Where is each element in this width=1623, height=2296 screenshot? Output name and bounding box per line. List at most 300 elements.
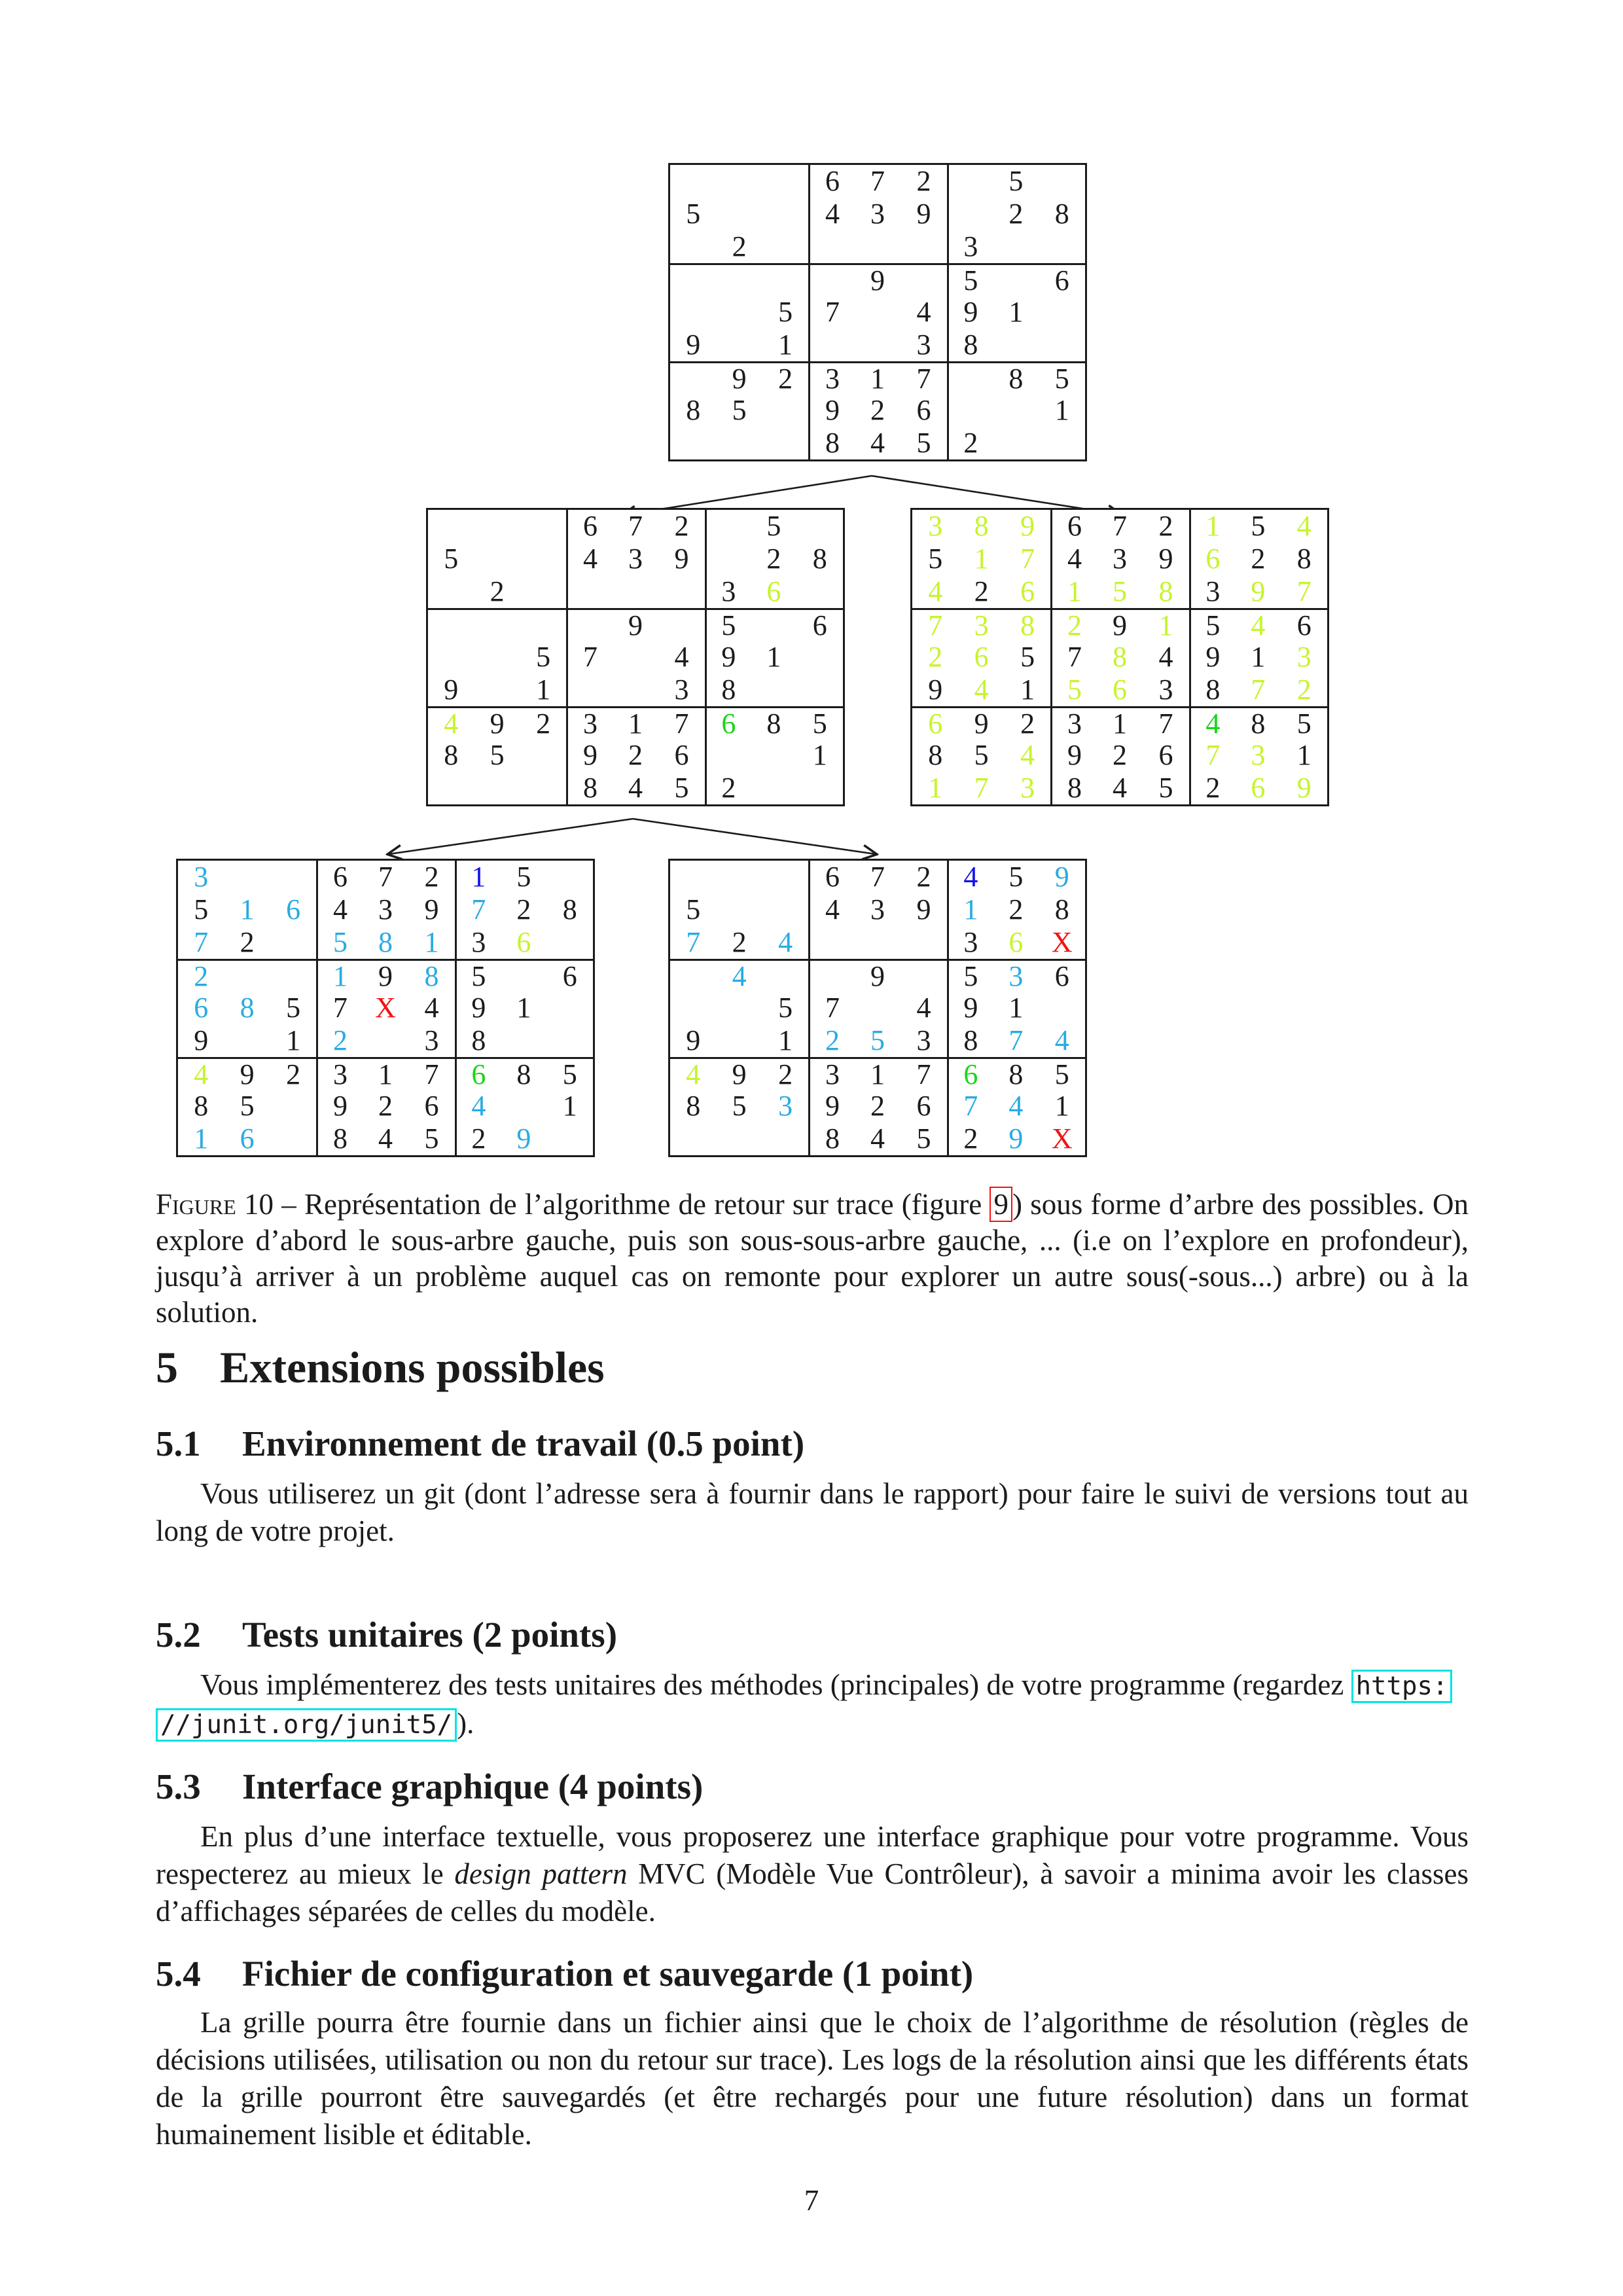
sudoku-cell: 8 xyxy=(686,394,701,426)
sudoku-cell: 8 xyxy=(444,739,459,771)
sudoku-cell: 2 xyxy=(762,1057,808,1090)
sudoku-cell: 7 xyxy=(566,641,612,673)
sudoku-cell xyxy=(428,510,474,543)
sudoku-cell xyxy=(762,1122,808,1155)
sudoku-cell: 2 xyxy=(766,543,781,575)
sudoku-cell: 5 xyxy=(536,641,551,673)
sudoku-cell xyxy=(901,926,946,959)
sudoku-cell: 8 xyxy=(1050,772,1096,804)
sudoku-cell: 4 xyxy=(870,427,885,459)
sudoku-cell: 3 xyxy=(1050,706,1096,739)
sudoku-cell: 1 xyxy=(240,893,255,925)
sudoku-cell: 3 xyxy=(870,893,885,925)
sudoku-cell: 5 xyxy=(516,861,531,893)
sudoku-cell: 6 xyxy=(547,959,593,992)
sudoku-cell: 6 xyxy=(1281,608,1327,641)
sudoku-cell xyxy=(474,510,520,543)
sudoku-cell xyxy=(474,608,520,641)
sudoku-cell: 7 xyxy=(1112,510,1127,542)
sudoku-cell xyxy=(993,394,1039,427)
sudoku-cell xyxy=(993,230,1039,263)
sudoku-cell: 5 xyxy=(974,739,989,771)
sudoku-cell xyxy=(547,1024,593,1057)
sudoku-cell: 5 xyxy=(686,198,701,230)
sudoku-cell: 8 xyxy=(1189,673,1235,706)
subsection-5-4-title: Fichier de configuration et sauvegarde (1 point) xyxy=(242,1954,974,1994)
sudoku-cell xyxy=(474,641,520,673)
sudoku-cell xyxy=(751,673,796,706)
sudoku-cell: 2 xyxy=(516,893,531,925)
sudoku-cell: 8 xyxy=(1235,706,1281,739)
sudoku-cell xyxy=(808,926,854,959)
sudoku-cell: 5 xyxy=(1039,361,1085,394)
sudoku-cell: 4 xyxy=(947,861,993,893)
sudoku-cell: 9 xyxy=(1296,772,1311,804)
sudoku-cell xyxy=(855,230,901,263)
sudoku-cell: 4 xyxy=(566,543,612,575)
sudoku-cell xyxy=(1039,230,1085,263)
sudoku-cell xyxy=(501,1090,546,1122)
sudoku-cell: 3 xyxy=(958,608,1004,641)
sudoku-cell xyxy=(428,575,474,608)
sudoku-cell: 9 xyxy=(194,1024,209,1056)
sudoku-cell xyxy=(670,296,716,329)
sudoku-cell xyxy=(855,992,901,1024)
sudoku-cell xyxy=(716,329,762,361)
sudoku-cell: 5 xyxy=(686,893,701,925)
sudoku-cell: 1 xyxy=(424,926,439,958)
sudoku-cell: 6 xyxy=(916,1090,931,1122)
subsection-5-3-title: Interface graphique (4 points) xyxy=(242,1767,704,1806)
sudoku-cell: 1 xyxy=(855,1057,901,1090)
sudoku-cell xyxy=(808,959,854,992)
subsection-5-3-number: 5.3 xyxy=(156,1767,201,1806)
sudoku-cell: 1 xyxy=(766,641,781,673)
sudoku-cell xyxy=(613,641,658,673)
sudoku-cell xyxy=(762,861,808,893)
sudoku-cell: 5 xyxy=(1008,165,1024,197)
sudoku-cell: 8 xyxy=(808,1122,854,1155)
sudoku-cell: 1 xyxy=(812,739,827,771)
sudoku-cell xyxy=(670,361,716,394)
arrow-left-to-left-grandchild xyxy=(389,819,633,854)
sudoku-cell: 3 xyxy=(705,575,751,608)
sudoku-cell xyxy=(716,165,762,198)
sudoku-cell xyxy=(762,394,808,427)
sudoku-cell: 1 xyxy=(316,959,362,992)
sudoku-cell: 1 xyxy=(1296,739,1311,771)
sudoku-cell: 1 xyxy=(855,361,901,394)
sudoku-cell xyxy=(670,427,716,459)
sudoku-cell: 5 xyxy=(1020,641,1035,673)
sudoku-cell xyxy=(716,296,762,329)
sudoku-cell: 3 xyxy=(378,893,393,925)
sudoku-cell: 1 xyxy=(947,893,993,926)
sudoku-cell: 8 xyxy=(562,893,577,925)
sudoku-cell: 9 xyxy=(705,641,751,673)
sudoku-cell xyxy=(566,608,612,641)
sudoku-cell xyxy=(670,861,716,893)
sudoku-cell: 9 xyxy=(1020,510,1035,542)
sudoku-cell: 1 xyxy=(1189,510,1235,543)
sudoku-cell: 2 xyxy=(916,165,931,197)
sudoku-cell: 7 xyxy=(808,296,854,329)
sudoku-cell xyxy=(947,165,993,198)
sudoku-cell: 1 xyxy=(516,992,531,1024)
sudoku-cell: 2 xyxy=(808,1024,854,1057)
sudoku-cell xyxy=(716,263,762,296)
sudoku-cell: 8 xyxy=(1296,543,1311,575)
sudoku-cell: 3 xyxy=(628,543,643,575)
sudoku-cell xyxy=(855,296,901,329)
sudoku-cell: 9 xyxy=(808,1090,854,1122)
sudoku-cell: 9 xyxy=(716,1057,762,1090)
sudoku-cell xyxy=(520,739,566,772)
sudoku-cell: 6 xyxy=(1050,510,1096,543)
sudoku-cell xyxy=(751,608,796,641)
sudoku-cell: 4 xyxy=(716,959,762,992)
sudoku-cell: 9 xyxy=(1050,739,1096,772)
sudoku-cell: 1 xyxy=(363,1057,408,1090)
sudoku-cell: 7 xyxy=(194,926,209,958)
sudoku-cell xyxy=(670,959,716,992)
sudoku-cell: 9 xyxy=(1251,575,1266,607)
sudoku-cell: 5 xyxy=(316,926,362,959)
page-number: 7 xyxy=(804,2184,819,2217)
sudoku-cell: 5 xyxy=(947,959,993,992)
sudoku-cell xyxy=(1039,329,1085,361)
sudoku-cell: 3 xyxy=(194,861,209,893)
sudoku-cell: 7 xyxy=(901,1057,946,1090)
junit-url-link-part2[interactable]: //junit.org/junit5/ xyxy=(156,1708,457,1742)
sudoku-cell: 6 xyxy=(705,706,751,739)
sudoku-grid-level3-left xyxy=(176,859,595,1157)
subsection-5-2-heading xyxy=(156,1615,617,1655)
sudoku-cell: 2 xyxy=(378,1090,393,1122)
sudoku-cell: 5 xyxy=(1251,510,1266,542)
sudoku-cell: 9 xyxy=(928,673,943,706)
sudoku-cell xyxy=(947,394,993,427)
sudoku-cell: 4 xyxy=(428,706,474,739)
sudoku-cell: 4 xyxy=(916,296,931,328)
sudoku-cell: 6 xyxy=(1189,543,1235,575)
sudoku-cell: 3 xyxy=(1158,673,1173,706)
sudoku-cell: 3 xyxy=(566,706,612,739)
sudoku-cell: 5 xyxy=(1008,861,1024,893)
sudoku-cell: 2 xyxy=(674,510,689,542)
sudoku-cell xyxy=(762,959,808,992)
sudoku-cell: 9 xyxy=(916,893,931,925)
sudoku-cell xyxy=(547,926,593,959)
arrow-left-to-right-grandchild xyxy=(633,819,876,854)
sudoku-cell: 5 xyxy=(424,1122,439,1155)
sudoku-cell: 9 xyxy=(1008,1122,1024,1155)
sudoku-cell: 8 xyxy=(316,1122,362,1155)
sudoku-cell: 9 xyxy=(455,992,501,1024)
sudoku-cell: 2 xyxy=(762,361,808,394)
sudoku-cell: 1 xyxy=(928,772,943,804)
sudoku-cell xyxy=(474,673,520,706)
sudoku-cell: X xyxy=(1051,926,1073,958)
sudoku-grid-level3-right xyxy=(668,859,1087,1157)
sudoku-cell: 4 xyxy=(808,198,854,230)
sudoku-cell xyxy=(474,543,520,575)
sudoku-cell xyxy=(993,263,1039,296)
sudoku-cell: 3 xyxy=(947,230,993,263)
sudoku-cell: 9 xyxy=(916,198,931,230)
sudoku-cell: 2 xyxy=(947,1122,993,1155)
sudoku-cell: 1 xyxy=(1054,1090,1069,1122)
sudoku-cell: 6 xyxy=(316,861,362,893)
sudoku-cell: 5 xyxy=(286,992,301,1024)
sudoku-cell: 4 xyxy=(455,1090,501,1122)
sudoku-cell: 7 xyxy=(912,608,958,641)
sudoku-cell: 3 xyxy=(1296,641,1311,673)
sudoku-cell xyxy=(270,959,316,992)
sudoku-cell: 3 xyxy=(993,959,1039,992)
sudoku-cell: 9 xyxy=(1097,608,1143,641)
sudoku-cell: 1 xyxy=(613,706,658,739)
sudoku-cell: 2 xyxy=(1251,543,1266,575)
sudoku-cell: 6 xyxy=(1039,959,1085,992)
sudoku-cell: 6 xyxy=(194,992,209,1024)
sudoku-cell: 4 xyxy=(974,673,989,706)
paragraph-5-3-before: En plus d’une interface textuelle, vous proposerez une interface graphique pour votre programme. Vous respecterez au mieux le xyxy=(156,1820,1469,1890)
sudoku-cell xyxy=(224,1024,270,1057)
sudoku-cell: 3 xyxy=(1112,543,1127,575)
paragraph-5-2 xyxy=(156,1666,1469,1744)
sudoku-cell xyxy=(762,198,808,230)
sudoku-cell: 1 xyxy=(1020,673,1035,706)
sudoku-cell: 2 xyxy=(1296,673,1311,706)
sudoku-cell: 8 xyxy=(1054,893,1069,925)
sudoku-cell: 3 xyxy=(916,329,931,361)
sudoku-cell xyxy=(808,329,854,361)
sudoku-cell: 5 xyxy=(778,296,793,328)
sudoku-cell xyxy=(705,510,751,543)
sudoku-cell: 2 xyxy=(1050,608,1096,641)
sudoku-cell xyxy=(428,608,474,641)
sudoku-cell xyxy=(1039,427,1085,459)
sudoku-cell: 2 xyxy=(705,772,751,804)
sudoku-cell: 3 xyxy=(1189,575,1235,608)
sudoku-cell: 2 xyxy=(974,575,989,607)
sudoku-cell: 6 xyxy=(455,1057,501,1090)
sudoku-cell: 4 xyxy=(1296,510,1311,542)
sudoku-cell xyxy=(520,608,566,641)
subsection-5-1-title: Environnement de travail (0.5 point) xyxy=(242,1424,805,1463)
sudoku-cell: 1 xyxy=(1008,992,1024,1024)
sudoku-cell xyxy=(670,992,716,1024)
sudoku-cell xyxy=(762,263,808,296)
sudoku-cell xyxy=(670,1122,716,1155)
sudoku-cell: 5 xyxy=(797,706,843,739)
section-5-title: Extensions possibles xyxy=(220,1342,605,1392)
sudoku-cell xyxy=(716,1024,762,1057)
sudoku-cell: 5 xyxy=(1281,706,1327,739)
sudoku-cell xyxy=(520,772,566,804)
sudoku-cell: 7 xyxy=(870,165,885,197)
sudoku-cell: 3 xyxy=(778,1090,793,1122)
sudoku-cell: 4 xyxy=(778,926,793,958)
subsection-5-4-number: 5.4 xyxy=(156,1954,201,1994)
sudoku-cell: 5 xyxy=(916,427,931,459)
sudoku-cell xyxy=(224,861,270,893)
sudoku-cell: 8 xyxy=(808,427,854,459)
sudoku-cell: 9 xyxy=(613,608,658,641)
paragraph-5-2-lead: Vous implémenterez des tests unitaires des méthodes (principales) de votre programme (regardez xyxy=(200,1668,1351,1701)
sudoku-cell: 1 xyxy=(1097,706,1143,739)
sudoku-cell: 9 xyxy=(444,673,459,706)
sudoku-cell: 8 xyxy=(455,1024,501,1057)
sudoku-cell: 3 xyxy=(1020,772,1035,804)
sudoku-cell: 2 xyxy=(1005,706,1050,739)
sudoku-cell: 9 xyxy=(516,1122,531,1155)
sudoku-grid-level2-left xyxy=(426,508,845,806)
sudoku-cell: 6 xyxy=(1112,673,1127,706)
sudoku-cell: 9 xyxy=(958,706,1004,739)
sudoku-cell: 7 xyxy=(628,510,643,542)
sudoku-cell xyxy=(270,861,316,893)
sudoku-cell: 7 xyxy=(378,861,393,893)
sudoku-cell: 9 xyxy=(363,959,408,992)
sudoku-cell xyxy=(797,510,843,543)
sudoku-cell xyxy=(901,230,946,263)
subsection-5-4-heading xyxy=(156,1954,973,1994)
figure-caption xyxy=(156,1187,1469,1331)
sudoku-cell: 8 xyxy=(501,1057,546,1090)
sudoku-cell: 3 xyxy=(870,198,885,230)
sudoku-cell: 9 xyxy=(1189,641,1235,673)
section-5-heading xyxy=(156,1343,605,1392)
sudoku-cell xyxy=(1039,296,1085,329)
sudoku-cell: 6 xyxy=(674,739,689,771)
subsection-5-2-number: 5.2 xyxy=(156,1615,201,1655)
sudoku-cell: 5 xyxy=(928,543,943,575)
sudoku-cell: 6 xyxy=(1251,772,1266,804)
sudoku-cell: 9 xyxy=(424,893,439,925)
sudoku-cell xyxy=(270,926,316,959)
sudoku-cell: 2 xyxy=(732,230,747,262)
sudoku-cell: X xyxy=(375,992,396,1024)
sudoku-cell: 2 xyxy=(1008,893,1024,925)
sudoku-cell: 8 xyxy=(993,361,1039,394)
sudoku-cell: 5 xyxy=(1050,673,1096,706)
sudoku-cell: 4 xyxy=(916,992,931,1024)
sudoku-cell: 5 xyxy=(444,543,459,575)
sudoku-cell: 8 xyxy=(993,1057,1039,1090)
sudoku-cell: 4 xyxy=(1189,706,1235,739)
sudoku-cell: 5 xyxy=(240,1090,255,1122)
sudoku-cell: 4 xyxy=(1020,739,1035,771)
sudoku-cell: 2 xyxy=(490,575,505,607)
sudoku-cell: 3 xyxy=(916,1024,931,1056)
sudoku-cell xyxy=(474,772,520,804)
sudoku-cell: 8 xyxy=(928,739,943,771)
sudoku-cell xyxy=(808,263,854,296)
sudoku-cell: 6 xyxy=(286,893,301,925)
sudoku-cell: 7 xyxy=(686,926,701,958)
sudoku-cell: 3 xyxy=(947,926,993,959)
sudoku-cell: 1 xyxy=(1251,641,1266,673)
sudoku-cell: 5 xyxy=(732,394,747,426)
sudoku-cell: 4 xyxy=(674,641,689,673)
sudoku-cell: 5 xyxy=(1189,608,1235,641)
figure-9-reference-link[interactable]: 9 xyxy=(990,1187,1012,1222)
sudoku-cell: 5 xyxy=(194,893,209,925)
sudoku-cell xyxy=(808,230,854,263)
sudoku-cell: 2 xyxy=(455,1122,501,1155)
sudoku-cell: 2 xyxy=(1189,772,1235,804)
sudoku-cell: 8 xyxy=(947,329,993,361)
sudoku-cell xyxy=(670,263,716,296)
sudoku-cell xyxy=(993,427,1039,459)
sudoku-cell: 2 xyxy=(520,706,566,739)
sudoku-cell xyxy=(762,893,808,926)
sudoku-cell: 2 xyxy=(1158,510,1173,542)
sudoku-cell: 5 xyxy=(547,1057,593,1090)
sudoku-cell: 1 xyxy=(536,673,551,706)
sudoku-cell xyxy=(716,427,762,459)
sudoku-cell: 6 xyxy=(424,1090,439,1122)
sudoku-cell: 4 xyxy=(316,893,362,926)
sudoku-cell: 5 xyxy=(870,1024,885,1056)
sudoku-cell: 4 xyxy=(378,1122,393,1155)
sudoku-cell xyxy=(520,510,566,543)
sudoku-cell: 2 xyxy=(1112,739,1127,771)
sudoku-cell: 9 xyxy=(716,361,762,394)
sudoku-cell: 8 xyxy=(566,772,612,804)
paragraph-5-1: Vous utiliserez un git (dont l’adresse sera à fournir dans le rapport) pour faire le suivi de versions tout au long de votre projet. xyxy=(156,1477,1469,1547)
subsection-5-1-number: 5.1 xyxy=(156,1424,201,1463)
sudoku-cell: 7 xyxy=(1008,1024,1024,1056)
sudoku-cell: 4 xyxy=(928,575,943,607)
sudoku-cell xyxy=(855,329,901,361)
sudoku-cell: 4 xyxy=(1158,641,1173,673)
sudoku-cell xyxy=(762,427,808,459)
sudoku-cell: 6 xyxy=(1039,263,1085,296)
sudoku-cell: 3 xyxy=(424,1024,439,1056)
sudoku-cell: 8 xyxy=(408,959,454,992)
sudoku-grid-root xyxy=(668,163,1087,461)
sudoku-cell: 8 xyxy=(1112,641,1127,673)
sudoku-cell xyxy=(501,1024,546,1057)
paragraph-5-3-after: MVC (Modèle Vue Contrôleur), à savoir a minima avoir les classes d’affichages séparées de celles du modèle. xyxy=(156,1857,1469,1928)
junit-url-link-part1[interactable]: https: xyxy=(1351,1670,1453,1703)
sudoku-cell: 7 xyxy=(1050,641,1096,673)
sudoku-cell: 9 xyxy=(855,959,901,992)
section-5-number: 5 xyxy=(156,1342,178,1392)
sudoku-cell: 3 xyxy=(674,673,689,706)
sudoku-cell: 2 xyxy=(870,394,885,426)
sudoku-cell xyxy=(947,198,993,230)
sudoku-cell: 9 xyxy=(674,543,689,575)
sudoku-cell: 8 xyxy=(1158,575,1173,607)
sudoku-cell xyxy=(901,263,946,296)
subsection-5-1-heading xyxy=(156,1424,804,1464)
sudoku-cell: 5 xyxy=(705,608,751,641)
sudoku-cell xyxy=(762,165,808,198)
paragraph-5-4: La grille pourra être fournie dans un fichier ainsi que le choix de l’algorithme de résolution (règles de décisions utilisées, utilisation ou non du retour sur trace). Les logs de la résolution ainsi que les différents états de la grille pourront être sauvegardés (et être rechargés pour une future résolution) dans un format humainement lisible et éditable. xyxy=(156,2006,1469,2151)
sudoku-cell xyxy=(670,165,716,198)
sudoku-cell: 4 xyxy=(628,772,643,804)
sudoku-cell xyxy=(751,772,796,804)
sudoku-cell xyxy=(993,329,1039,361)
sudoku-cell: 9 xyxy=(1158,543,1173,575)
sudoku-cell: 5 xyxy=(947,263,993,296)
sudoku-cell: 9 xyxy=(686,329,701,361)
sudoku-cell: 4 xyxy=(424,992,439,1024)
